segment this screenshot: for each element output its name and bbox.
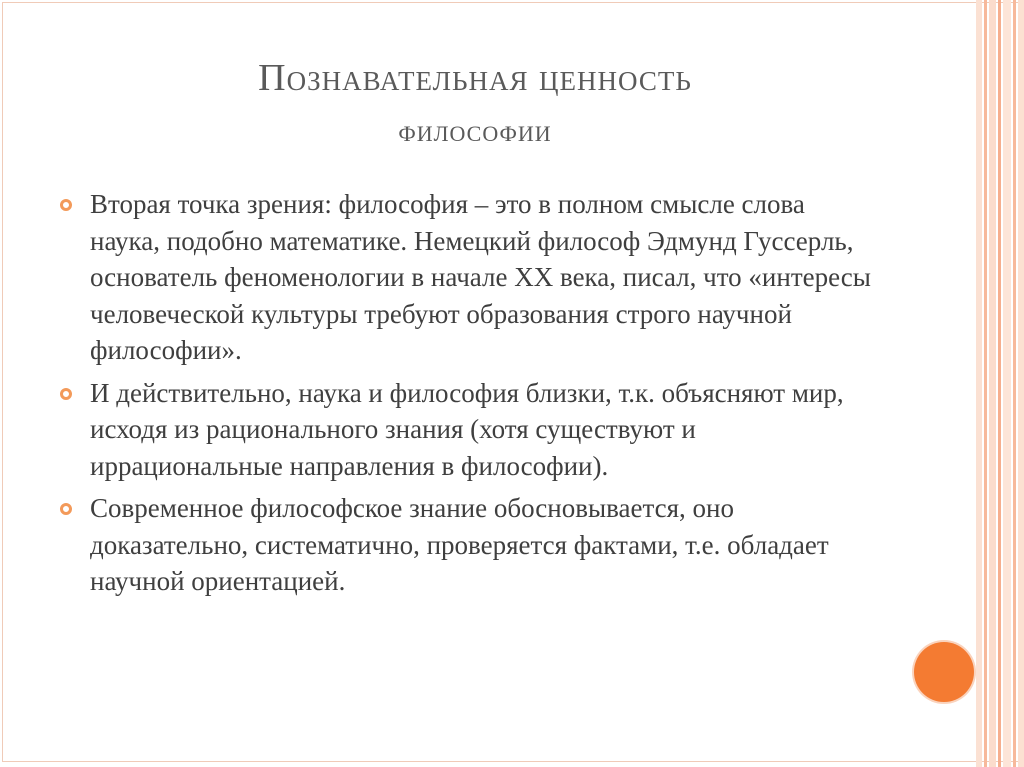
stripe [1013, 0, 1016, 767]
title-line-1: Познавательная ценность [258, 57, 692, 99]
decorative-circle [914, 642, 974, 702]
stripe [984, 0, 987, 767]
stripe [976, 0, 982, 767]
stripe [1003, 0, 1011, 767]
bullet-text: И действительно, наука и философия близки, т.к. объясняют мир, исходя из рационального знания (хотя существуют и иррациональные направления в философии). [90, 377, 844, 481]
list-item [60, 186, 880, 369]
bullet-text: Вторая точка зрения: философия – это в полном смысле слова наука, подобно математике. Немецкий философ Эдмунд Гуссерль, основатель феноменологии в начале XX века, писал, что «интересы человеческой культуры требуют образования строго научной философии». [90, 189, 871, 365]
list-item [60, 375, 880, 485]
bullet-list [60, 186, 880, 606]
title-line-2: философии [398, 112, 552, 148]
slide-title [90, 52, 860, 156]
bullet-ring-icon [60, 388, 72, 400]
stripe [998, 0, 1001, 767]
bullet-ring-icon [60, 503, 72, 515]
bullet-ring-icon [60, 199, 72, 211]
stripe [1018, 0, 1024, 767]
bullet-text: Современное философское знание обосновывается, оно доказательно, систематично, проверяется фактами, т.е. обладает научной ориентацией. [90, 493, 829, 596]
stripe [989, 0, 996, 767]
decorative-stripes [976, 0, 1024, 767]
list-item [60, 490, 880, 600]
